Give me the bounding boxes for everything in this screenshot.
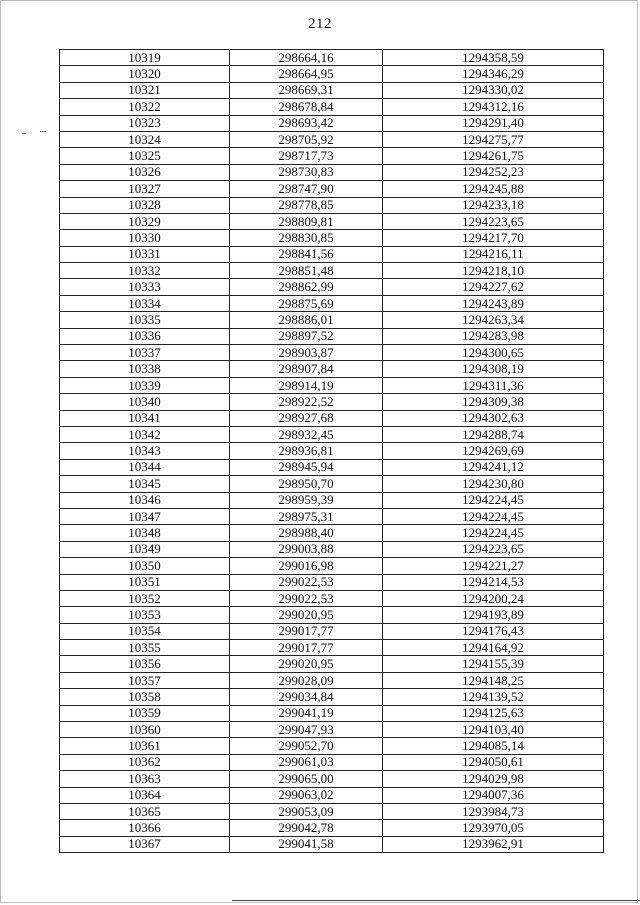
x-coordinate-cell: 298841,56 bbox=[230, 246, 383, 262]
x-coordinate-cell: 299020,95 bbox=[230, 656, 383, 672]
table-row bbox=[60, 328, 604, 344]
table-row bbox=[60, 508, 604, 524]
point-number-cell: 10357 bbox=[60, 672, 230, 688]
x-coordinate-cell: 298945,94 bbox=[230, 459, 383, 475]
point-number-cell: 10362 bbox=[60, 754, 230, 770]
y-coordinate-cell: 1294312,16 bbox=[383, 99, 604, 115]
table-row bbox=[60, 590, 604, 606]
point-number-cell: 10367 bbox=[60, 836, 230, 852]
x-coordinate-cell: 299063,02 bbox=[230, 787, 383, 803]
y-coordinate-cell: 1294164,92 bbox=[383, 640, 604, 656]
x-coordinate-cell: 298875,69 bbox=[230, 295, 383, 311]
y-coordinate-cell: 1294252,23 bbox=[383, 164, 604, 180]
table-row bbox=[60, 394, 604, 410]
table-row bbox=[60, 377, 604, 393]
x-coordinate-cell: 298959,39 bbox=[230, 492, 383, 508]
table-row bbox=[60, 656, 604, 672]
point-number-cell: 10346 bbox=[60, 492, 230, 508]
y-coordinate-cell: 1294283,98 bbox=[383, 328, 604, 344]
table-row bbox=[60, 345, 604, 361]
point-number-cell: 10330 bbox=[60, 230, 230, 246]
table-row bbox=[60, 607, 604, 623]
point-number-cell: 10339 bbox=[60, 377, 230, 393]
y-coordinate-cell: 1294224,45 bbox=[383, 508, 604, 524]
point-number-cell: 10337 bbox=[60, 345, 230, 361]
x-coordinate-cell: 298693,42 bbox=[230, 115, 383, 131]
x-coordinate-cell: 298669,31 bbox=[230, 82, 383, 98]
table-row bbox=[60, 361, 604, 377]
point-number-cell: 10344 bbox=[60, 459, 230, 475]
table-row bbox=[60, 754, 604, 770]
x-coordinate-cell: 299017,77 bbox=[230, 623, 383, 639]
table-row bbox=[60, 541, 604, 557]
y-coordinate-cell: 1294217,70 bbox=[383, 230, 604, 246]
y-coordinate-cell: 1294085,14 bbox=[383, 738, 604, 754]
table-row bbox=[60, 689, 604, 705]
x-coordinate-cell: 298914,19 bbox=[230, 377, 383, 393]
x-coordinate-cell: 299017,77 bbox=[230, 640, 383, 656]
y-coordinate-cell: 1294311,36 bbox=[383, 377, 604, 393]
y-coordinate-cell: 1294125,63 bbox=[383, 705, 604, 721]
point-number-cell: 10366 bbox=[60, 820, 230, 836]
point-number-cell: 10338 bbox=[60, 361, 230, 377]
point-number-cell: 10325 bbox=[60, 148, 230, 164]
point-number-cell: 10364 bbox=[60, 787, 230, 803]
point-number-cell: 10361 bbox=[60, 738, 230, 754]
y-coordinate-cell: 1294221,27 bbox=[383, 558, 604, 574]
table-row bbox=[60, 443, 604, 459]
point-number-cell: 10323 bbox=[60, 115, 230, 131]
table-row bbox=[60, 263, 604, 279]
table-row bbox=[60, 787, 604, 803]
point-number-cell: 10332 bbox=[60, 263, 230, 279]
x-coordinate-cell: 298927,68 bbox=[230, 410, 383, 426]
table-row bbox=[60, 164, 604, 180]
x-coordinate-cell: 299034,84 bbox=[230, 689, 383, 705]
point-number-cell: 10331 bbox=[60, 246, 230, 262]
x-coordinate-cell: 298903,87 bbox=[230, 345, 383, 361]
table-row bbox=[60, 410, 604, 426]
x-coordinate-cell: 299020,95 bbox=[230, 607, 383, 623]
table-row bbox=[60, 197, 604, 213]
point-number-cell: 10365 bbox=[60, 803, 230, 819]
x-coordinate-cell: 298747,90 bbox=[230, 181, 383, 197]
y-coordinate-cell: 1294007,36 bbox=[383, 787, 604, 803]
table-row bbox=[60, 640, 604, 656]
table-row bbox=[60, 426, 604, 442]
table-row bbox=[60, 131, 604, 147]
coordinates-table-container bbox=[59, 49, 603, 853]
y-coordinate-cell: 1294358,59 bbox=[383, 50, 604, 66]
point-number-cell: 10358 bbox=[60, 689, 230, 705]
table-row bbox=[60, 705, 604, 721]
y-coordinate-cell: 1294300,65 bbox=[383, 345, 604, 361]
point-number-cell: 10333 bbox=[60, 279, 230, 295]
x-coordinate-cell: 298922,52 bbox=[230, 394, 383, 410]
point-number-cell: 10349 bbox=[60, 541, 230, 557]
point-number-cell: 10360 bbox=[60, 722, 230, 738]
point-number-cell: 10340 bbox=[60, 394, 230, 410]
table-row bbox=[60, 574, 604, 590]
point-number-cell: 10343 bbox=[60, 443, 230, 459]
y-coordinate-cell: 1294103,40 bbox=[383, 722, 604, 738]
y-coordinate-cell: 1294155,39 bbox=[383, 656, 604, 672]
table-row bbox=[60, 492, 604, 508]
point-number-cell: 10320 bbox=[60, 66, 230, 82]
point-number-cell: 10328 bbox=[60, 197, 230, 213]
table-row bbox=[60, 525, 604, 541]
table-row bbox=[60, 672, 604, 688]
y-coordinate-cell: 1294200,24 bbox=[383, 590, 604, 606]
point-number-cell: 10355 bbox=[60, 640, 230, 656]
y-coordinate-cell: 1294216,11 bbox=[383, 246, 604, 262]
y-coordinate-cell: 1294029,98 bbox=[383, 771, 604, 787]
point-number-cell: 10324 bbox=[60, 131, 230, 147]
table-row bbox=[60, 230, 604, 246]
table-row bbox=[60, 459, 604, 475]
point-number-cell: 10336 bbox=[60, 328, 230, 344]
coordinates-table bbox=[59, 49, 604, 853]
table-row bbox=[60, 820, 604, 836]
point-number-cell: 10322 bbox=[60, 99, 230, 115]
x-coordinate-cell: 299022,53 bbox=[230, 590, 383, 606]
point-number-cell: 10354 bbox=[60, 623, 230, 639]
table-row bbox=[60, 803, 604, 819]
point-number-cell: 10334 bbox=[60, 295, 230, 311]
point-number-cell: 10351 bbox=[60, 574, 230, 590]
x-coordinate-cell: 298907,84 bbox=[230, 361, 383, 377]
page-number: 212 bbox=[308, 16, 332, 32]
x-coordinate-cell: 299047,93 bbox=[230, 722, 383, 738]
y-coordinate-cell: 1294223,65 bbox=[383, 213, 604, 229]
point-number-cell: 10319 bbox=[60, 50, 230, 66]
x-coordinate-cell: 299016,98 bbox=[230, 558, 383, 574]
table-row bbox=[60, 82, 604, 98]
y-coordinate-cell: 1294193,89 bbox=[383, 607, 604, 623]
point-number-cell: 10335 bbox=[60, 312, 230, 328]
y-coordinate-cell: 1294288,74 bbox=[383, 426, 604, 442]
y-coordinate-cell: 1294269,69 bbox=[383, 443, 604, 459]
x-coordinate-cell: 299003,88 bbox=[230, 541, 383, 557]
table-row bbox=[60, 476, 604, 492]
x-coordinate-cell: 298809,81 bbox=[230, 213, 383, 229]
point-number-cell: 10345 bbox=[60, 476, 230, 492]
y-coordinate-cell: 1294214,53 bbox=[383, 574, 604, 590]
x-coordinate-cell: 298664,95 bbox=[230, 66, 383, 82]
y-coordinate-cell: 1294241,12 bbox=[383, 459, 604, 475]
table-row bbox=[60, 99, 604, 115]
point-number-cell: 10347 bbox=[60, 508, 230, 524]
x-coordinate-cell: 298851,48 bbox=[230, 263, 383, 279]
point-number-cell: 10352 bbox=[60, 590, 230, 606]
y-coordinate-cell: 1294233,18 bbox=[383, 197, 604, 213]
point-number-cell: 10350 bbox=[60, 558, 230, 574]
y-coordinate-cell: 1294261,75 bbox=[383, 148, 604, 164]
point-number-cell: 10348 bbox=[60, 525, 230, 541]
y-coordinate-cell: 1293984,73 bbox=[383, 803, 604, 819]
y-coordinate-cell: 1294330,02 bbox=[383, 82, 604, 98]
y-coordinate-cell: 1294230,80 bbox=[383, 476, 604, 492]
y-coordinate-cell: 1294223,65 bbox=[383, 541, 604, 557]
point-number-cell: 10329 bbox=[60, 213, 230, 229]
x-coordinate-cell: 299052,70 bbox=[230, 738, 383, 754]
table-row bbox=[60, 836, 604, 852]
y-coordinate-cell: 1293962,91 bbox=[383, 836, 604, 852]
table-row bbox=[60, 623, 604, 639]
y-coordinate-cell: 1294309,38 bbox=[383, 394, 604, 410]
x-coordinate-cell: 298705,92 bbox=[230, 131, 383, 147]
y-coordinate-cell: 1294139,52 bbox=[383, 689, 604, 705]
y-coordinate-cell: 1294224,45 bbox=[383, 525, 604, 541]
point-number-cell: 10341 bbox=[60, 410, 230, 426]
table-row bbox=[60, 279, 604, 295]
scan-mark bbox=[40, 131, 46, 132]
x-coordinate-cell: 298778,85 bbox=[230, 197, 383, 213]
y-coordinate-cell: 1294263,34 bbox=[383, 312, 604, 328]
table-row bbox=[60, 148, 604, 164]
x-coordinate-cell: 298975,31 bbox=[230, 508, 383, 524]
x-coordinate-cell: 299041,58 bbox=[230, 836, 383, 852]
point-number-cell: 10359 bbox=[60, 705, 230, 721]
x-coordinate-cell: 298936,81 bbox=[230, 443, 383, 459]
x-coordinate-cell: 298830,85 bbox=[230, 230, 383, 246]
table-row bbox=[60, 295, 604, 311]
y-coordinate-cell: 1294308,19 bbox=[383, 361, 604, 377]
x-coordinate-cell: 298862,99 bbox=[230, 279, 383, 295]
y-coordinate-cell: 1294176,43 bbox=[383, 623, 604, 639]
scan-mark bbox=[22, 133, 26, 134]
table-row bbox=[60, 312, 604, 328]
x-coordinate-cell: 298950,70 bbox=[230, 476, 383, 492]
point-number-cell: 10342 bbox=[60, 426, 230, 442]
bottom-edge-line bbox=[232, 900, 640, 901]
coordinates-table-body bbox=[60, 50, 604, 853]
x-coordinate-cell: 299053,09 bbox=[230, 803, 383, 819]
x-coordinate-cell: 299041,19 bbox=[230, 705, 383, 721]
point-number-cell: 10356 bbox=[60, 656, 230, 672]
y-coordinate-cell: 1294245,88 bbox=[383, 181, 604, 197]
point-number-cell: 10321 bbox=[60, 82, 230, 98]
table-row bbox=[60, 738, 604, 754]
table-row bbox=[60, 246, 604, 262]
point-number-cell: 10326 bbox=[60, 164, 230, 180]
y-coordinate-cell: 1294227,62 bbox=[383, 279, 604, 295]
x-coordinate-cell: 298717,73 bbox=[230, 148, 383, 164]
table-row bbox=[60, 213, 604, 229]
x-coordinate-cell: 298988,40 bbox=[230, 525, 383, 541]
x-coordinate-cell: 298678,84 bbox=[230, 99, 383, 115]
y-coordinate-cell: 1294218,10 bbox=[383, 263, 604, 279]
x-coordinate-cell: 298932,45 bbox=[230, 426, 383, 442]
table-row bbox=[60, 558, 604, 574]
y-coordinate-cell: 1294243,89 bbox=[383, 295, 604, 311]
x-coordinate-cell: 299028,09 bbox=[230, 672, 383, 688]
x-coordinate-cell: 298664,16 bbox=[230, 50, 383, 66]
x-coordinate-cell: 299022,53 bbox=[230, 574, 383, 590]
table-row bbox=[60, 722, 604, 738]
table-row bbox=[60, 115, 604, 131]
table-row bbox=[60, 50, 604, 66]
y-coordinate-cell: 1293970,05 bbox=[383, 820, 604, 836]
point-number-cell: 10327 bbox=[60, 181, 230, 197]
table-row bbox=[60, 66, 604, 82]
table-row bbox=[60, 181, 604, 197]
y-coordinate-cell: 1294346,29 bbox=[383, 66, 604, 82]
x-coordinate-cell: 299042,78 bbox=[230, 820, 383, 836]
y-coordinate-cell: 1294291,40 bbox=[383, 115, 604, 131]
x-coordinate-cell: 299061,03 bbox=[230, 754, 383, 770]
x-coordinate-cell: 298886,01 bbox=[230, 312, 383, 328]
x-coordinate-cell: 298897,52 bbox=[230, 328, 383, 344]
point-number-cell: 10353 bbox=[60, 607, 230, 623]
x-coordinate-cell: 298730,83 bbox=[230, 164, 383, 180]
point-number-cell: 10363 bbox=[60, 771, 230, 787]
y-coordinate-cell: 1294275,77 bbox=[383, 131, 604, 147]
x-coordinate-cell: 299065,00 bbox=[230, 771, 383, 787]
y-coordinate-cell: 1294224,45 bbox=[383, 492, 604, 508]
table-row bbox=[60, 771, 604, 787]
y-coordinate-cell: 1294302,63 bbox=[383, 410, 604, 426]
y-coordinate-cell: 1294050,61 bbox=[383, 754, 604, 770]
y-coordinate-cell: 1294148,25 bbox=[383, 672, 604, 688]
